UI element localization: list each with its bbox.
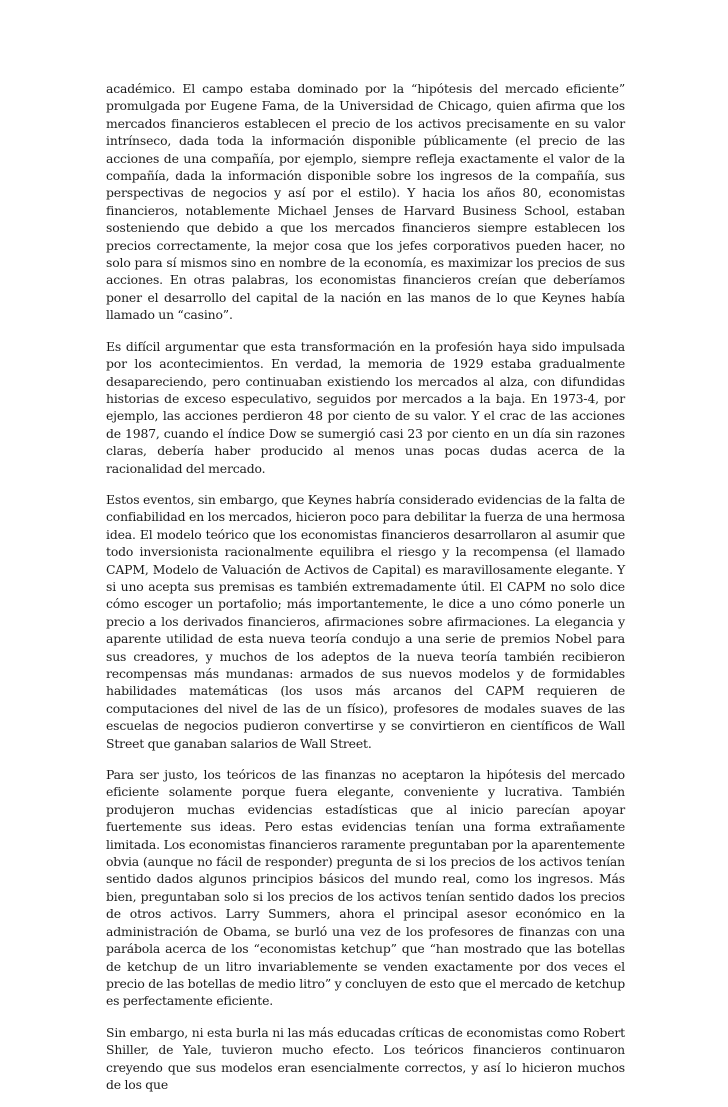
paragraph-1: académico. El campo estaba dominado por la “hipótesis del mercado eficiente” promulgada por Eugene Fama, de la Universidad de Chicago, quien afirma que los mercados financieros establecen el precio de los activos precisamente en su valor intrínseco, dada toda la información disponible públicamente (el precio de las acciones de una compañía, por ejemplo, siempre refleja exactamente el valor de la compañía, dada la información disponible sobre los ingresos de la compañía, sus perspectivas de negocios y así por el estilo). Y hacia los años 80, economistas financieros, notablemente Michael Jenses de Harvard Business School, estaban sosteniendo que debido a que los mercados financieros siempre establecen los precios correctamente, la mejor cosa que los jefes corporativos pueden hacer, no solo para sí mismos sino en nombre de la economía, es maximizar los precios de sus acciones. En otras palabras, los economistas financieros creían que deberíamos poner el desarrollo del capital de la nación en las manos de lo que Keynes había llamado un “casino”. — [106, 81, 625, 323]
paragraph-3: Estos eventos, sin embargo, que Keynes habría considerado evidencias de la falta de confiabilidad en los mercados, hicieron poco para debilitar la fuerza de una hermosa idea. El modelo teórico que los economistas financieros desarrollaron al asumir que todo inversionista racionalmente equilibra el riesgo y la recompensa (el llamado CAPM, Modelo de Valuación de Activos de Capital) es maravillosamente elegante. Y si uno acepta sus premisas es también extremadamente útil. El CAPM no solo dice cómo escoger un portafolio; más importantemente, le dice a uno cómo ponerle un precio a los derivados financieros, afirmaciones sobre afirmaciones. La elegancia y aparente utilidad de esta nueva teoría condujo a una serie de premios Nobel para sus creadores, y muchos de los adeptos de la nueva teoría también recibieron recompensas más mundanas: armados de sus nuevos modelos y de formidables habilidades matemáticas (los usos más arcanos del CAPM requieren de computaciones del nivel de las de un físico), profesores de modales suaves de las escuelas de negocios pudieron convertirse y se convirtieron en científicos de Wall Street que ganaban salarios de Wall Street. — [106, 491, 625, 751]
document-page — [106, 80, 625, 1107]
paragraph-2: Es difícil argumentar que esta transformación en la profesión haya sido impulsada por los acontecimientos. En verdad, la memoria de 1929 estaba gradualmente desapareciendo, pero continuaban existiendo los mercados al alza, con difundidas historias de exceso especulativo, seguidos por mercados a la baja. En 1973-4, por ejemplo, las acciones perdieron 48 por ciento de su valor. Y el crac de las acciones de 1987, cuando el índice Dow se sumergió casi 23 por ciento en un día sin razones claras, debería haber producido al menos unas pocas dudas acerca de la racionalidad del mercado. — [106, 338, 625, 476]
paragraph-5: Sin embargo, ni esta burla ni las más educadas críticas de economistas como Robert Shiller, de Yale, tuvieron mucho efecto. Los teóricos financieros continuaron creyendo que sus modelos eran esencialmente correctos, y así lo hicieron muchos de los que — [106, 1024, 625, 1092]
paragraph-4: Para ser justo, los teóricos de las finanzas no aceptaron la hipótesis del mercado eficiente solamente porque fuera elegante, conveniente y lucrativa. También produjeron muchas evidencias estadísticas que al inicio parecían apoyar fuertemente sus ideas. Pero estas evidencias tenían una forma extrañamente limitada. Los economistas financieros raramente preguntaban por la aparentemente obvia (aunque no fácil de responder) pregunta de si los precios de los activos tenían sentido dados algunos principios básicos del mundo real, como los ingresos. Más bien, preguntaban solo si los precios de los activos tenían sentido dados los precios de otros activos. Larry Summers, ahora el principal asesor económico en la administración de Obama, se burló una vez de los profesores de finanzas con una parábola acerca de los “economistas ketchup” que “han mostrado que las botellas de ketchup de un litro invariablemente se venden exactamente por dos veces el precio de las botellas de medio litro” y concluyen de esto que el mercado de ketchup es perfectamente eficiente. — [106, 767, 625, 1009]
